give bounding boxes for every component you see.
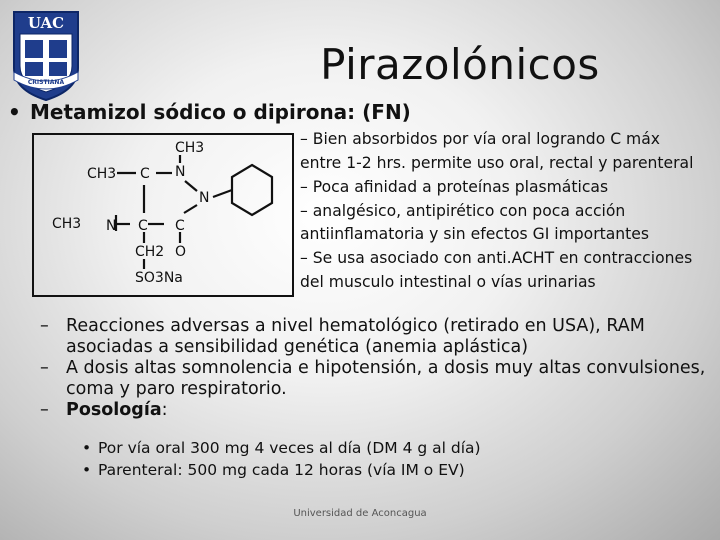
slide-title: Pirazolónicos	[320, 40, 600, 89]
chemical-structure	[32, 133, 294, 297]
label-n-lower: N	[106, 218, 117, 234]
label-so3na: SO3Na	[135, 270, 183, 286]
label-n-upper: N	[175, 164, 186, 180]
posologia-colon: :	[161, 400, 168, 420]
right-line: – Poca afinidad a proteínas plasmáticas	[300, 177, 609, 196]
item-text: A dosis altas somnolencia e hipotensión, a dosis muy altas convulsiones, coma y paro respiratorio.	[66, 358, 706, 399]
footer-text: Universidad de Aconcagua	[293, 508, 427, 519]
dash-marker: –	[40, 316, 49, 336]
list-item	[40, 316, 718, 358]
dosage-list	[82, 437, 481, 482]
bullet-dot: •	[8, 100, 21, 124]
main-bullet-text: Metamizol sódico o dipirona: (FN)	[30, 100, 411, 124]
dosage-item	[82, 459, 481, 481]
right-line: – Se usa asociado con anti.ACHT en contracciones	[300, 249, 693, 268]
right-line: entre 1-2 hrs. permite uso oral, rectal y parenteral	[300, 153, 694, 172]
dash-marker: –	[40, 358, 49, 378]
posologia-label: Posología	[66, 400, 162, 420]
label-ch3-top: CH3	[175, 140, 205, 156]
right-line: – analgésico, antipirético con poca acción	[300, 201, 626, 220]
label-n-ring: N	[199, 190, 210, 206]
label-c-lower2: C	[175, 218, 185, 234]
label-c-upper: C	[140, 166, 150, 182]
bullet-dot: •	[82, 461, 92, 480]
logo-ribbon: CRISTIANA	[27, 79, 65, 86]
label-o: O	[175, 244, 187, 260]
dosage-text: Por vía oral 300 mg 4 veces al día (DM 4 g al día)	[98, 439, 481, 457]
list-item	[40, 400, 718, 421]
dosage-item	[82, 437, 481, 459]
logo-text: UAC	[27, 14, 65, 32]
list-item	[40, 358, 718, 400]
label-c-lower1: C	[138, 218, 148, 234]
dosage-text: Parenteral: 500 mg cada 12 horas (vía IM o EV)	[98, 461, 465, 480]
properties-text	[300, 128, 716, 295]
university-logo	[10, 10, 82, 102]
label-ch3-lower: CH3	[52, 216, 82, 232]
main-bullet	[8, 100, 411, 124]
right-line: del musculo intestinal o vías urinarias	[300, 273, 596, 292]
label-ch3-left: CH3	[87, 166, 117, 182]
label-ch2: CH2	[135, 244, 165, 260]
right-line: – Bien absorbidos por vía oral logrando C máx	[300, 130, 661, 148]
item-text: Reacciones adversas a nivel hematológico (retirado en USA), RAM asociadas a sensibilidad genética (anemia aplástica)	[66, 316, 645, 357]
adverse-effects-list	[40, 316, 718, 421]
bullet-dot: •	[82, 439, 92, 457]
right-line: antiinflamatoria y sin efectos GI importantes	[300, 225, 650, 244]
dash-marker: –	[40, 400, 49, 420]
